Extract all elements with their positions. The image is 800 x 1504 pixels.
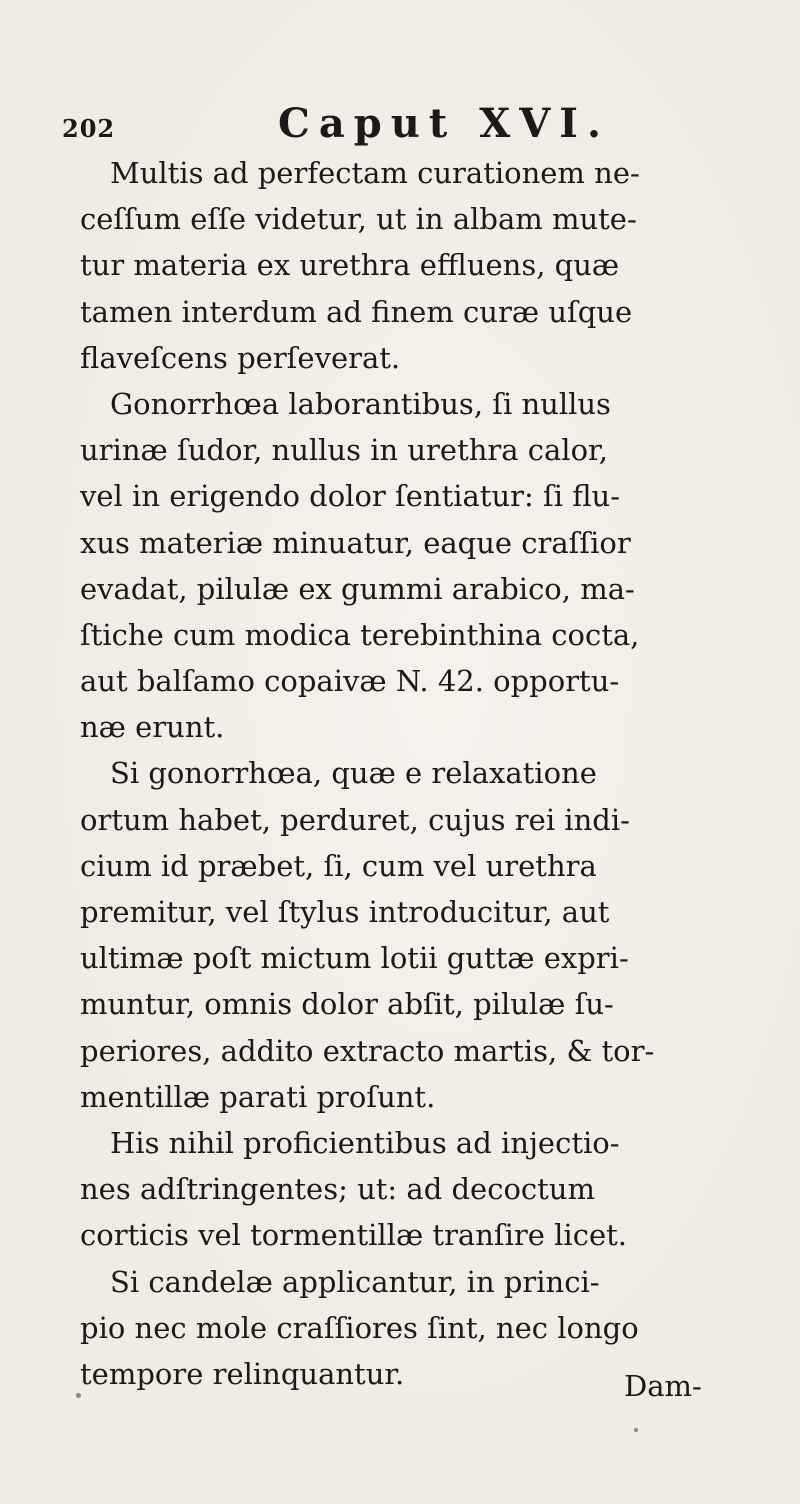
text-line: ortum habet, perduret, cujus rei indi- [80,802,630,837]
text-line: ultimæ poſt mictum lotii guttæ expri- [80,941,629,976]
text-line: muntur, omnis dolor abſit, pilulæ ſu- [80,987,614,1022]
text-line: premitur, vel ſtylus introducitur, aut [80,895,610,929]
text-line: evadat, pilulæ ex gummi arabico, ma- [80,571,635,606]
text-line: aut balſamo copaivæ N. 42. opportu- [80,664,620,699]
text-line: corticis vel tormentillæ tranſire licet. [80,1218,627,1253]
ink-speck [634,1428,638,1432]
text-line: nes adſtringentes; ut: ad decoctum [80,1172,595,1207]
text-line: xus materiæ minuatur, eaque craſſior [80,525,631,560]
text-line: mentillæ parati proſunt. [80,1079,436,1114]
text-line: vel in erigendo dolor ſentiatur: ſi flu- [80,479,621,514]
ink-speck [76,1393,81,1398]
chapter-title: Caput XVI. [278,100,610,147]
text-line: ſtiche cum modica terebinthina cocta, [80,617,640,652]
text-line: periores, addito extracto martis, & tor- [80,1033,655,1068]
text-line: urinæ ſudor, nullus in urethra calor, [80,433,608,468]
text-line: ceſſum eſſe videtur, ut in albam mute- [80,202,637,237]
text-line: Si gonorrhœa, quæ e relaxatione [110,756,597,791]
page-number: 202 [62,114,116,143]
catchword: Dam- [624,1369,702,1403]
text-line: tamen interdum ad finem curæ uſque [80,294,633,329]
text-line: His nihil proficientibus ad injectio- [110,1125,620,1160]
body-text [80,150,775,1397]
text-line: tempore relinquantur. [80,1356,405,1391]
text-line: cium id præbet, ſi, cum vel urethra [80,848,597,883]
text-line: tur materia ex urethra effluens, quæ [80,248,620,283]
text-line: næ erunt. [80,710,225,745]
text-line: Gonorrhœa laborantibus, ſi nullus [110,386,611,421]
running-head [62,100,762,150]
text-line: Si candelæ applicantur, in princi- [110,1264,600,1299]
text-line: pio nec mole craſſiores ſint, nec longo [80,1310,639,1345]
text-line: flaveſcens perſeverat. [80,340,401,375]
text-line: Multis ad perfectam curationem ne- [110,156,640,190]
